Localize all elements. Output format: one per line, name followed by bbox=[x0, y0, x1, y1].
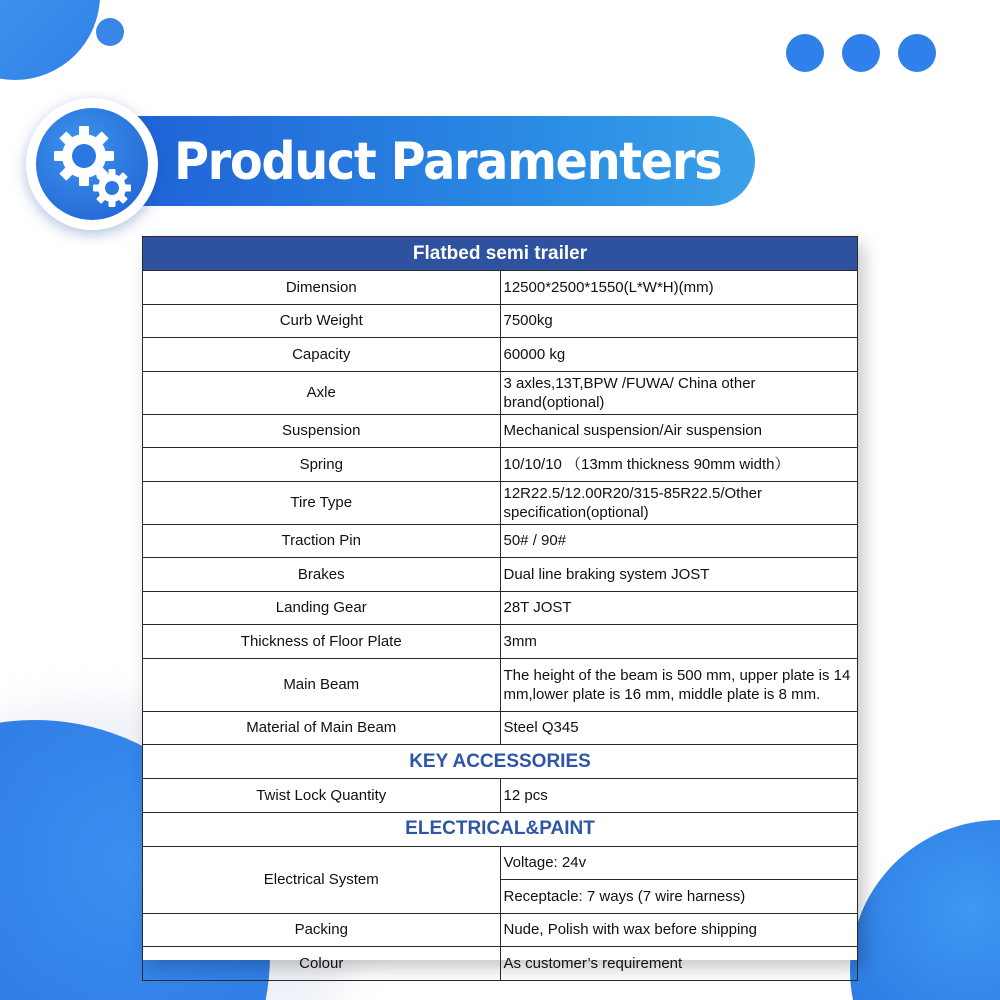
decor-dot bbox=[96, 18, 124, 46]
decor-circle-top-left bbox=[0, 0, 100, 80]
row-key: Axle bbox=[143, 371, 501, 414]
row-value: Dual line braking system JOST bbox=[500, 558, 858, 592]
row-value: Mechanical suspension/Air suspension bbox=[500, 414, 858, 448]
row-value: 12 pcs bbox=[500, 779, 858, 813]
spec-table bbox=[142, 236, 858, 972]
row-value: Steel Q345 bbox=[500, 711, 858, 745]
table-row bbox=[143, 913, 858, 947]
table-title: Flatbed semi trailer bbox=[143, 237, 858, 271]
row-key: Brakes bbox=[143, 558, 501, 592]
section-header-row bbox=[143, 812, 858, 846]
row-value: 10/10/10 （13mm thickness 90mm width） bbox=[500, 448, 858, 482]
row-key: Colour bbox=[143, 947, 501, 981]
row-value: Nude, Polish with wax before shipping bbox=[500, 913, 858, 947]
row-key: Twist Lock Quantity bbox=[143, 779, 501, 813]
row-key: Electrical System bbox=[143, 846, 501, 913]
section-title-electrical: ELECTRICAL&PAINT bbox=[143, 812, 858, 846]
gears-icon bbox=[40, 112, 144, 216]
row-value: 60000 kg bbox=[500, 338, 858, 372]
row-key: Traction Pin bbox=[143, 524, 501, 558]
table-row bbox=[143, 947, 858, 981]
row-value: As customer’s requirement bbox=[500, 947, 858, 981]
row-value: Voltage: 24v bbox=[500, 846, 858, 880]
table-row bbox=[143, 304, 858, 338]
row-value: The height of the beam is 500 mm, upper plate is 14 mm,lower plate is 16 mm, middle plate is 8 mm. bbox=[500, 658, 858, 711]
table-row bbox=[143, 271, 858, 305]
row-key: Landing Gear bbox=[143, 591, 501, 625]
decor-dot bbox=[898, 34, 936, 72]
table-row bbox=[143, 371, 858, 414]
row-value: Receptacle: 7 ways (7 wire harness) bbox=[500, 880, 858, 914]
decor-dot bbox=[786, 34, 824, 72]
row-value: 3mm bbox=[500, 625, 858, 659]
table-row bbox=[143, 658, 858, 711]
table-row bbox=[143, 779, 858, 813]
row-key: Packing bbox=[143, 913, 501, 947]
decor-dot bbox=[842, 34, 880, 72]
table-header-row bbox=[143, 237, 858, 271]
table-row bbox=[143, 414, 858, 448]
table-row bbox=[143, 481, 858, 524]
row-key: Thickness of Floor Plate bbox=[143, 625, 501, 659]
table-row bbox=[143, 338, 858, 372]
row-value: 28T JOST bbox=[500, 591, 858, 625]
section-title-accessories: KEY ACCESSORIES bbox=[143, 745, 858, 779]
row-key: Dimension bbox=[143, 271, 501, 305]
table-row bbox=[143, 625, 858, 659]
table-row bbox=[143, 846, 858, 880]
row-value: 12500*2500*1550(L*W*H)(mm) bbox=[500, 271, 858, 305]
table-row bbox=[143, 524, 858, 558]
row-key: Spring bbox=[143, 448, 501, 482]
row-key: Curb Weight bbox=[143, 304, 501, 338]
table-row bbox=[143, 448, 858, 482]
decor-circle-bottom-right bbox=[850, 820, 1000, 1000]
row-value: 7500kg bbox=[500, 304, 858, 338]
page-title: Product Paramenters bbox=[174, 132, 722, 192]
table-row bbox=[143, 558, 858, 592]
row-value: 50# / 90# bbox=[500, 524, 858, 558]
table-row bbox=[143, 591, 858, 625]
row-key: Tire Type bbox=[143, 481, 501, 524]
row-key: Material of Main Beam bbox=[143, 711, 501, 745]
row-key: Suspension bbox=[143, 414, 501, 448]
row-value: 12R22.5/12.00R20/315-85R22.5/Other specification(optional) bbox=[500, 481, 858, 524]
row-value: 3 axles,13T,BPW /FUWA/ China other brand(optional) bbox=[500, 371, 858, 414]
row-key: Capacity bbox=[143, 338, 501, 372]
row-key: Main Beam bbox=[143, 658, 501, 711]
section-header-row bbox=[143, 745, 858, 779]
table-row bbox=[143, 711, 858, 745]
